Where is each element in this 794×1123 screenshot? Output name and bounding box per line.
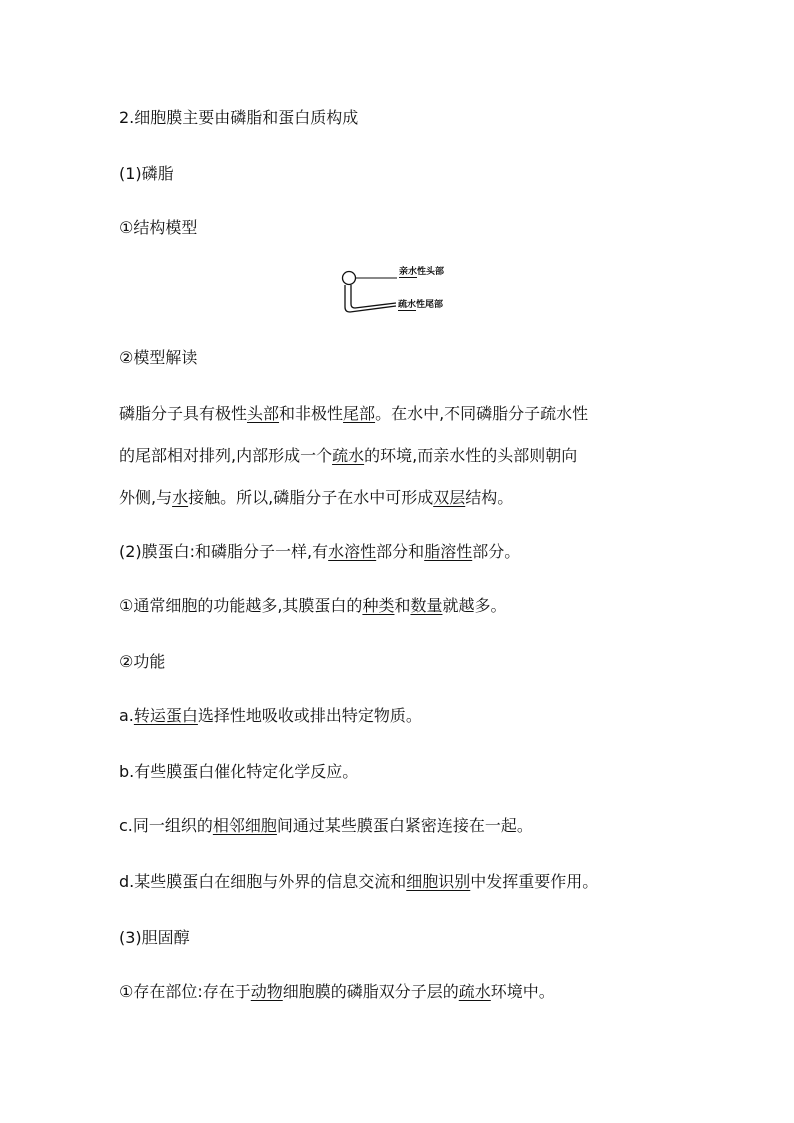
- subsection-membrane-protein: (2)膜蛋白:和磷脂分子一样,有水溶性部分和脂溶性部分。: [119, 542, 521, 561]
- hydrophobic-tail-label: 疏水性尾部: [398, 300, 444, 310]
- section-heading: 2.细胞膜主要由磷脂和蛋白质构成: [119, 108, 359, 127]
- item-location: ①存在部位:存在于动物细胞膜的磷脂双分子层的疏水环境中。: [119, 982, 555, 1001]
- phospholipid-diagram: [336, 262, 466, 320]
- function-item-a: a.转运蛋白选择性地吸收或排出特定物质。: [119, 706, 422, 725]
- hydrophobic-tail-shape-2: [351, 285, 396, 308]
- item-protein-quantity: ①通常细胞的功能越多,其膜蛋白的种类和数量就越多。: [119, 596, 507, 615]
- paragraph-line-3: 外侧,与水接触。所以,磷脂分子在水中可形成双层结构。: [119, 488, 514, 507]
- item-model-interpretation: ②模型解读: [119, 348, 198, 367]
- function-item-b: b.有些膜蛋白催化特定化学反应。: [119, 762, 359, 781]
- paragraph-line-2: 的尾部相对排列,内部形成一个疏水的环境,而亲水性的头部则朝向: [119, 446, 578, 465]
- hydrophilic-head-shape: [343, 272, 356, 285]
- function-item-c: c.同一组织的相邻细胞间通过某些膜蛋白紧密连接在一起。: [119, 816, 533, 835]
- hydrophilic-head-label: 亲水性头部: [399, 267, 445, 277]
- item-function: ②功能: [119, 652, 166, 671]
- item-structure-model: ①结构模型: [119, 218, 198, 237]
- paragraph-line-1: 磷脂分子具有极性头部和非极性尾部。在水中,不同磷脂分子疏水性: [119, 404, 589, 423]
- subsection-phospholipid: (1)磷脂: [119, 164, 174, 183]
- subsection-cholesterol: (3)胆固醇: [119, 928, 190, 947]
- function-item-d: d.某些膜蛋白在细胞与外界的信息交流和细胞识别中发挥重要作用。: [119, 872, 599, 891]
